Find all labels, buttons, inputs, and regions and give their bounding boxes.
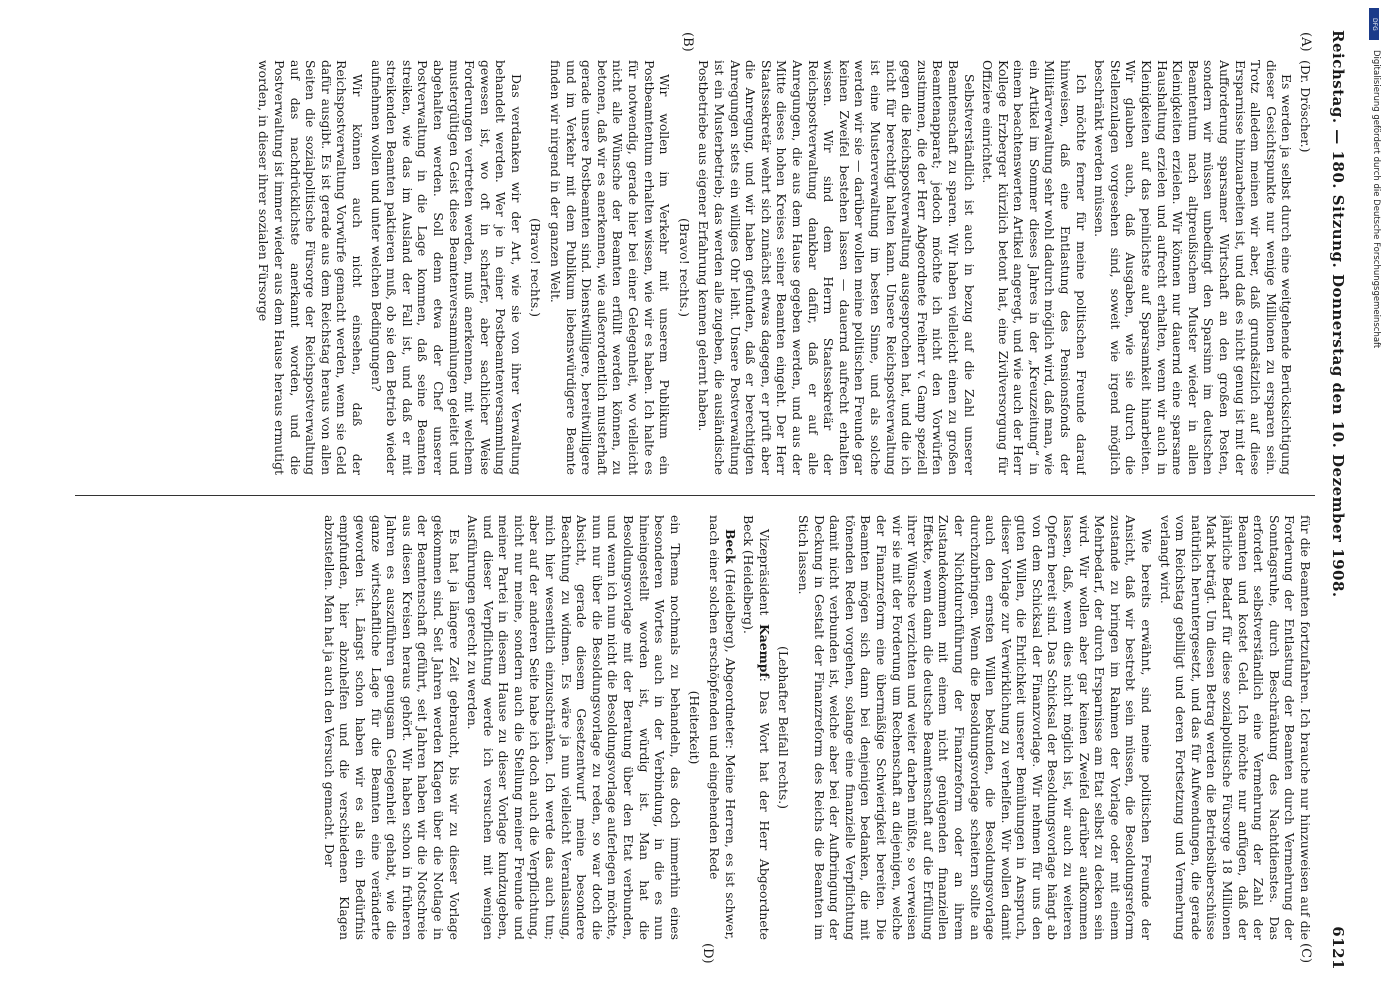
paragraph: Selbstverständlich ist auch in bezug auf die Zahl unserer Beamtenschaft zu sparen. Wir haben vielleicht einen zu großen Beamtenapparat; jedoch möchte ich nicht den Vorwürfen zustimmen, die der Herr Abgeordnete Freiherr v. Gamp speziell gegen die Reichspostverwaltung ausgesprochen hat, und die ich nicht für berechtigt halten kann. Unsere Reichspostverwaltung ist eine Musterverwaltung im besten Sinne, und als solche werden wir sie — darüber wollen meine politischen Freunde gar keinen Zweifel bestehen lassen — dauernd aufrecht erhalten wissen. Wir sind dem Herrn Staatssekretär der Reichspostverwaltung dankbar dafür, daß er auf alle Anregungen, die aus dem Hause gegeben werden, und aus der Mitte dieses hohen Kreises seiner Beamten eingeht. Der Herr Staatssekretär wehrt sich zunächst etwas dagegen, er prüft aber die Anregung, und wir haben gefunden, daß er berechtigten Anregungen stets ein williges Ohr leiht. Unsere Postverwaltung ist ein Musterbetrieb; das werden alle zugeben, die ausländische Postbetriebe aus eigener Erfahrung kennen gelernt haben. — [696, 60, 977, 475]
laughter-note: (Heiterkeit) — [687, 690, 703, 765]
paragraph: für die Beamten fortzufahren. Ich brauche nur hinzuweisen auf die Forderung der Entlastung der Beamten durch Vermehrung der Sonntagsruhe, durch Beschränkung des Nachtdienstes. Das erfordert selbstverständlich eine Vermehrung der Zahl der Beamten und kostet Geld. Ich möchte nur anfügen, daß der jährliche Bedarf für diese sozialpolitische Fürsorge 18 Millionen Mark beträgt. Um diesen Betrag werden die Betriebsüberschüsse natürlich heruntergesetzt, und das für Aufwendungen, die gerade vom Reichstag gebilligt und deren Fortsetzung und Vermehrung verlangt wird. — [1157, 515, 1313, 940]
dfg-logo: DFG — [1369, 8, 1379, 40]
header-title: Reichstag. — 180. Sitzung. Donnerstag den 10. Dezember 1908. — [1329, 30, 1347, 598]
president-title: Vizepräsident — [756, 529, 772, 616]
speaker-name: Beck — [722, 529, 738, 564]
paragraph: Es hat ja längere Zeit gebraucht, bis wir zu dieser Vorlage gekommen sind. Seit Jahren werden Klagen über die Notlage in der Beamtenschaft geführt, seit Jahren haben wir die Notschreie aus diesen Kreisen heraus gehört. Wir haben schon in früheren Jahren es auszuführen genugsam Gelegenheit gehabt, wie die ganze wirtschaftliche Lage für die Beamten eine veränderte geworden ist. Längst schon haben wir es als ein Bedürfnis empfunden, hier abzuhelfen und die verschiedenen Klagen abzustellen. Man hat ja auch den Versuch gemacht. Der — [321, 515, 462, 940]
paragraph: Wir können auch nicht einsehen, daß der Reichspostverwaltung Vorwürfe gemacht werden, wenn sie Geld dafür ausgibt. Es ist gerade aus dem Reichstag heraus von allen Seiten die sozialpolitische Fürsorge der Reichspostverwaltung auf das nachdrücklichste anerkannt worden, und die Postverwaltung ist immer wieder aus dem Hause heraus ermutigt worden, in dieser ihrer sozialen Fürsorge — [256, 60, 365, 475]
digitization-note: Digitalisierung gefördert durch die Deutsche Forschungsgemeinschaft — [1371, 50, 1381, 349]
margin-marker-a: (A) — [1298, 32, 1313, 52]
paragraph: Ich möchte ferner für meine politischen Freunde darauf hinweisen, daß eine Entlastung des Pensionsfonds der Militärverwaltung sehr wohl dadurch möglich wird, daß man, wie ein Artikel im Sommer dieses Jahres in der „Kreuzzeitung“ in einem beachtenswerten Artikel angeregt, und wie auch der Herr Kollege Erzberger kürzlich betont hat, eine Zivilversorgung für Offiziere einrichtet. — [980, 60, 1089, 475]
speaker-tag: (Dr. Dröscher.) — [1298, 60, 1313, 153]
president-name: Kaempf — [756, 623, 772, 678]
president-line — [741, 515, 772, 940]
applause-note: (Bravo! rechts.) — [676, 218, 692, 317]
president-text: : Das Wort hat der Herr Abgeordnete Beck (Heidelberg). — [741, 515, 772, 940]
speaker-line — [706, 515, 737, 940]
applause-note: (Lebhafter Beifall rechts.) — [776, 646, 792, 809]
paragraph: ein Thema nochmals zu behandeln, das doch immerhin eines besonderen Wortes auch in der Verbindung, in die es nun hineingestellt worden ist, würdig ist. Man hat die Besoldungsvorlage mit der Beratung über den Etat verbunden, und wenn ich nun nicht die Besoldungsvorlage auferlegen möchte, nun nur über die Besoldungsvorlage zu reden, so war doch die Absicht, gerade diesem Gesetzentwurf meine besondere Beachtung zu widmen. Es wäre ja nun vielleicht Veranlassung, mich hier wesentlich einzuschränken. Ich werde das auch tun; aber auf der anderen Seite habe ich doch auch die Verpflichtung, nicht nur meine, sondern auch die Stellung meiner Freunde und meiner Partei in diesem Hause zu dieser Vorlage kundzugeben, und dieser Verpflichtung werde ich versuchen mit wenigen Ausführungen gerecht zu werden. — [465, 515, 683, 940]
rotated-page — [65, 30, 1355, 970]
paragraph: Es werden ja selbst durch eine weitgehende Berücksichtigung dieser Gesichtspunkte nur wenige Millionen zu ersparen sein. Trotz alledem meinen wir aber, daß grundsätzlich auf diese Ersparnisse hinzuarbeiten ist, und daß es nicht genug ist mit der Aufforderung sparsamer Wirtschaft an den großen Posten, sondern wir müssen unbedingt den Sparsinn im deutschen Beamtentum nach altpreußischem Muster wieder in allen Kleinigkeiten erzielen. Wir können nur dauernd eine sparsame Haushaltung erzielen und aufrecht erhalten, wenn wir auch in Kleinigkeiten auf das peinlichste auf Sparsamkeit hinarbeiten. Wir glauben auch, daß Ausgaben, wie sie durch die Stellenzulagen vorgesehen sind, soweit wie irgend möglich beschränkt werden müssen. — [1092, 60, 1295, 475]
page-header — [1321, 30, 1355, 970]
paragraph: Das verdanken wir der Art, wie sie von ihrer Verwaltung behandelt werden. Wer je in einer Postbeamtenversammlung gewesen ist, wo oft in scharfer, aber sachlicher Weise Forderungen vertreten werden, muß anerkennen, mit welchem mustergültigen Geist diese Beamtenversammlungen geleitet und abgehalten werden. Soll denn etwa der Chef unserer Postverwaltung in die Lage kommen, daß seine Beamten streiken, wie das im Ausland der Fall ist, und daß er mit streikenden Beamten paktieren muß, ob sie den Betrieb wieder aufnehmen wollen und unter welchen Bedingungen? — [368, 60, 524, 475]
left-column — [73, 60, 1313, 475]
speaker-text: (Heidelberg), Abgeordneter: Meine Herren, es ist schwer, nach einer solchen erschöpfenden und eingehenden Rede — [707, 515, 738, 940]
page-number: 6121 — [1329, 926, 1347, 970]
applause-note: (Bravo! rechts.) — [528, 218, 544, 317]
column-divider — [75, 495, 1315, 496]
right-column — [73, 515, 1313, 940]
paragraph: Wie bereits erwähnt, sind meine politischen Freunde der Ansicht, daß wir bestrebt sein müssen, die Besoldungsreform zustande zu bringen im Rahmen der Vorlage oder mit einem Mehrbedarf, der durch Ersparnisse am Etat selbst zu decken sein wird. Wir wollen aber gar keinen Zweifel darüber aufkommen lassen, daß, wenn dies nicht möglich ist, wir auch zu weiteren Opfern bereit sind. Das Schicksal der Besoldungsvorlage hängt ab von dem Schicksal der Finanzvorlage. Wir nehmen für uns den guten Willen, die Ehrlichkeit unserer Bemühungen in Anspruch, dieser Vorlage zur Verwirklichung zu verhelfen. Wir wollen damit auch den ernsten Willen bekunden, die Besoldungsvorlage durchzubringen. Wenn die Besoldungsvorlage scheitern sollte an der Nichtdurchführung der Finanzreform oder an ihrem Zustandekommen mit einem nicht genügenden finanziellen Effekte, wenn dann die deutsche Beamtenschaft auf die Erfüllung ihrer Wünsche verzichten und weiter darben müßte, so verweisen wir sie mit der Forderung um Rechenschaft an diejenigen, welche der Finanzreform eine übermäßige Schwierigkeit bereiten. Die Beamten mögen sich dann bei denjenigen bedanken, die mit tönenden Reden vorgehen, solange eine finanzielle Verpflichtung damit nicht verbunden ist, welche aber bei der Aufbringung der Deckung in Gestalt der Finanzreform des Reichs die Beamten im Stich lassen. — [796, 515, 1155, 940]
margin-marker-b: (B) — [680, 32, 695, 52]
margin-marker-d: (D) — [700, 943, 715, 964]
margin-marker-c: (C) — [1298, 943, 1313, 964]
paragraph: Wir wollen im Verkehr mit unserem Publikum ein Postbeamtentum erhalten wissen, wie wir es haben. Ich halte es für notwendig, gerade hier bei einer Gelegenheit, wo vielleicht nicht alle Wünsche der Beamten erfüllt werden können, zu betonen, daß wir es anerkennen, wie außerordentlich musterhaft gerade unsere Postbeamten sind. Dienstwilligere, bereitwilligere und im Verkehr mit dem Publikum liebenswürdigere Beamte finden wir nirgend in der ganzen Welt. — [548, 60, 673, 475]
